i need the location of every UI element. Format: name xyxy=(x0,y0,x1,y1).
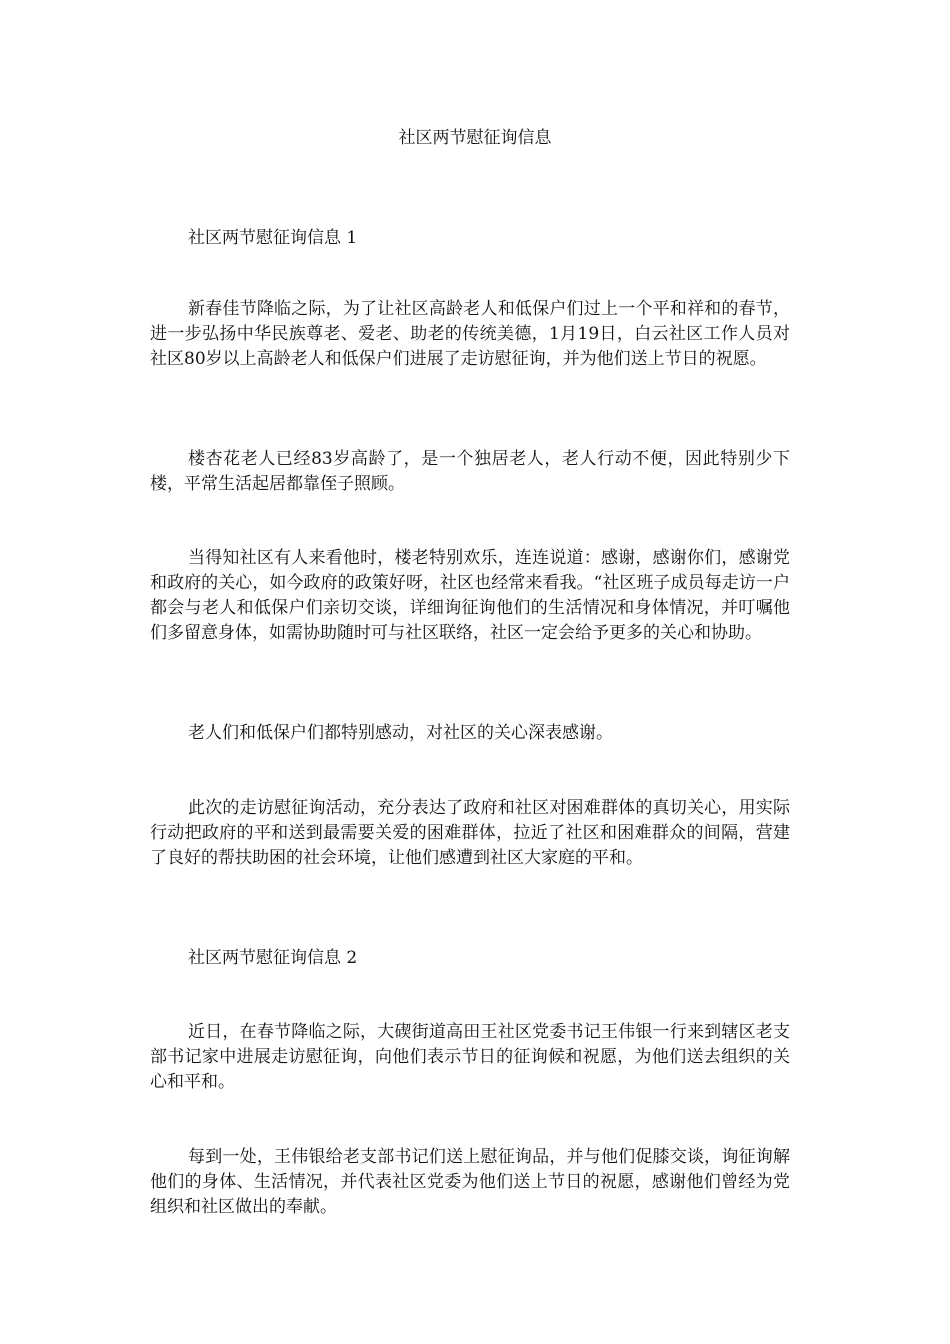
paragraph: 当得知社区有人来看他时，楼老特别欢乐，连连说道：感谢，感谢你们，感谢党和政府的关心，如今政府的政策好呀，社区也经常来看我。“社区班子成员每走访一户都会与老人和低保户们亲切交谈，详细询征询他们的生活情况和身体情况，并叮嘱他们多留意身体，如需协助随时可与社区联络，社区一定会给予更多的关心和协助。 xyxy=(150,548,790,643)
section-heading-2: 社区两节慰征询信息 2 xyxy=(188,948,358,968)
paragraph: 新春佳节降临之际，为了让社区高龄老人和低保户们过上一个平和祥和的春节，进一步弘扬中华民族尊老、爱老、助老的传统美德，1月19日，白云社区工作人员对社区80岁以上高龄老人和低保户们进展了走访慰征询，并为他们送上节日的祝愿。 xyxy=(150,299,790,369)
paragraph: 每到一处，王伟银给老支部书记们送上慰征询品，并与他们促膝交谈，询征询解他们的身体、生活情况，并代表社区党委为他们送上节日的祝愿，感谢他们曾经为党组织和社区做出的奉献。 xyxy=(150,1147,790,1217)
section-heading-1: 社区两节慰征询信息 1 xyxy=(188,228,358,248)
document-title: 社区两节慰征询信息 xyxy=(398,128,552,148)
paragraph: 此次的走访慰征询活动，充分表达了政府和社区对困难群体的真切关心，用实际行动把政府的平和送到最需要关爱的困难群体，拉近了社区和困难群众的间隔，营建了良好的帮扶助困的社会环境，让他们感遭到社区大家庭的平和。 xyxy=(150,798,790,868)
paragraph: 近日，在春节降临之际，大碶街道高田王社区党委书记王伟银一行来到辖区老支部书记家中进展走访慰征询，向他们表示节日的征询候和祝愿，为他们送去组织的关心和平和。 xyxy=(150,1022,790,1092)
paragraph: 楼杏花老人已经83岁高龄了，是一个独居老人，老人行动不便，因此特别少下楼，平常生活起居都靠侄子照顾。 xyxy=(150,449,790,494)
paragraph: 老人们和低保户们都特别感动，对社区的关心深表感谢。 xyxy=(188,723,613,743)
